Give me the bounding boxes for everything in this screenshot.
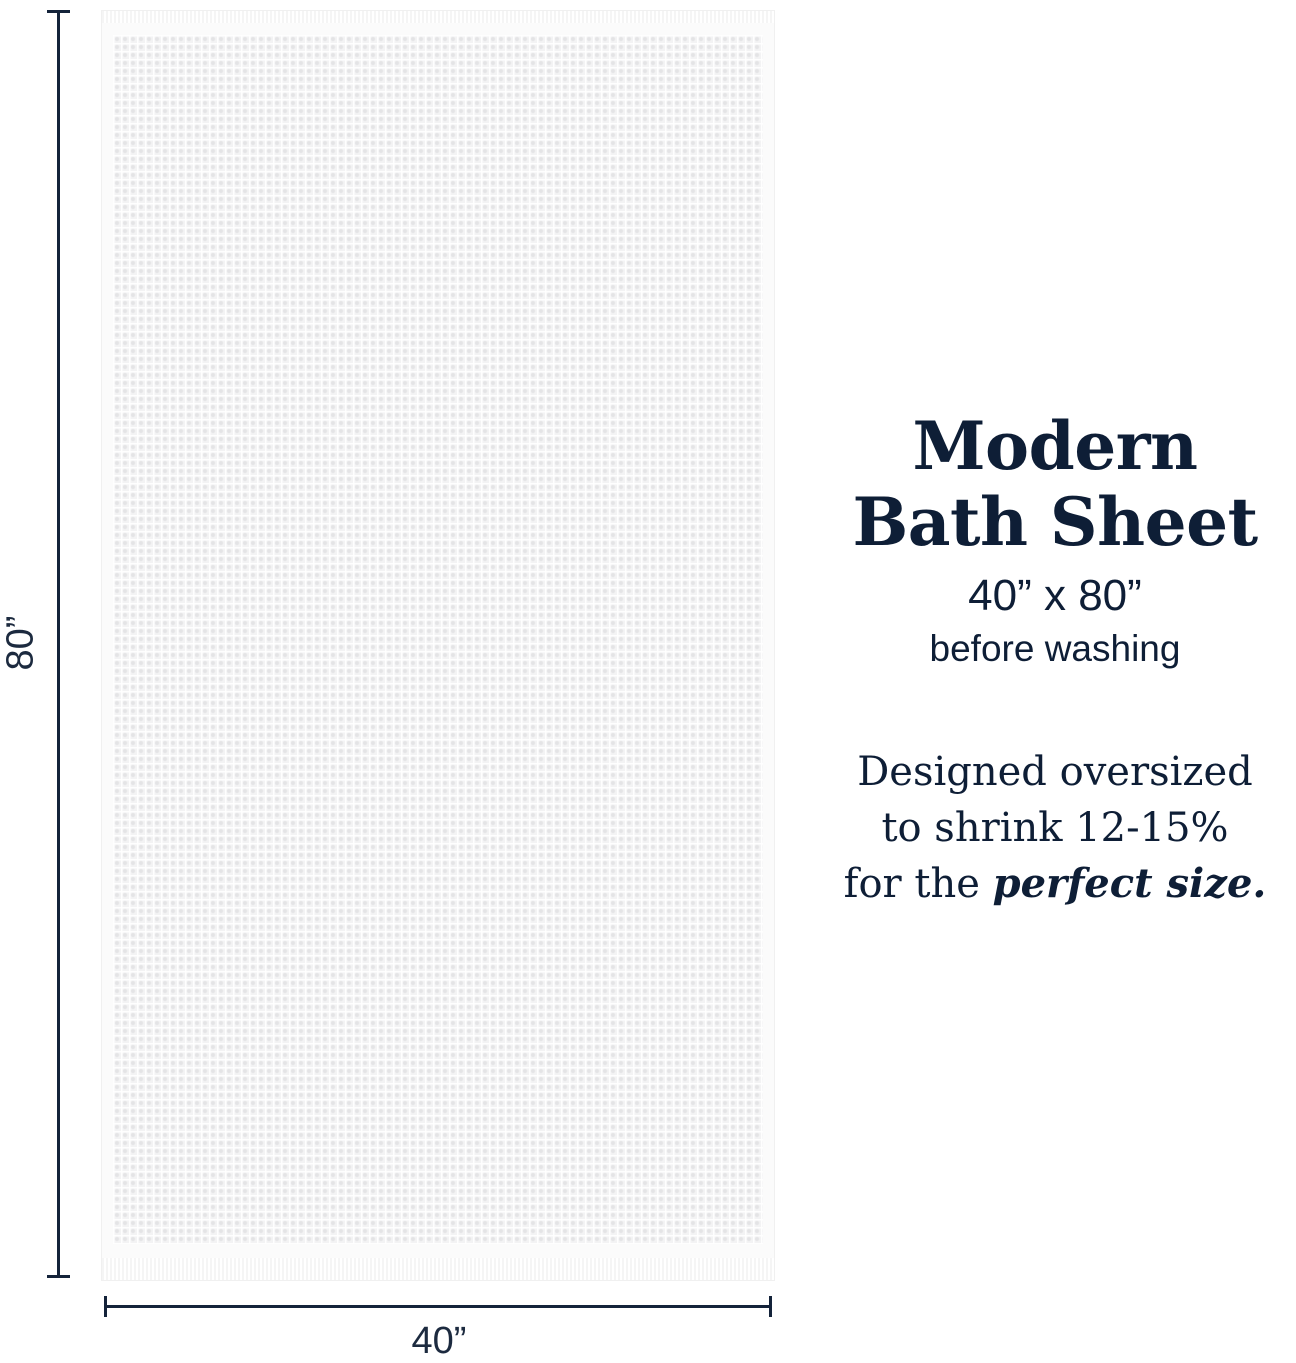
towel-image bbox=[101, 10, 775, 1281]
height-dimension-line bbox=[57, 10, 60, 1278]
product-info bbox=[805, 408, 1296, 912]
product-size: 40” x 80” bbox=[968, 571, 1142, 620]
width-dimension-right-cap bbox=[769, 1296, 772, 1317]
shrink-description-line-3 bbox=[805, 856, 1296, 912]
height-dimension-bottom-cap bbox=[47, 1275, 70, 1278]
towel-bottom-fringe bbox=[102, 1258, 774, 1280]
width-dimension-line bbox=[104, 1305, 772, 1308]
width-dimension-label: 40” bbox=[411, 1320, 467, 1362]
product-title-line-2: Bath Sheet bbox=[852, 483, 1258, 561]
shrink-description-emphasis: perfect size. bbox=[992, 860, 1267, 907]
product-size-note: before washing bbox=[929, 628, 1181, 669]
shrink-description-prefix: for the bbox=[843, 861, 993, 907]
product-title-line-1: Modern bbox=[912, 407, 1198, 485]
towel-waffle-texture bbox=[113, 35, 763, 1244]
shrink-description-line-2: to shrink 12-15% bbox=[881, 805, 1229, 851]
shrink-description bbox=[805, 744, 1296, 912]
towel-top-fringe bbox=[102, 11, 774, 23]
shrink-description-line-1: Designed oversized bbox=[857, 749, 1253, 795]
height-dimension-label: 80” bbox=[0, 615, 42, 671]
